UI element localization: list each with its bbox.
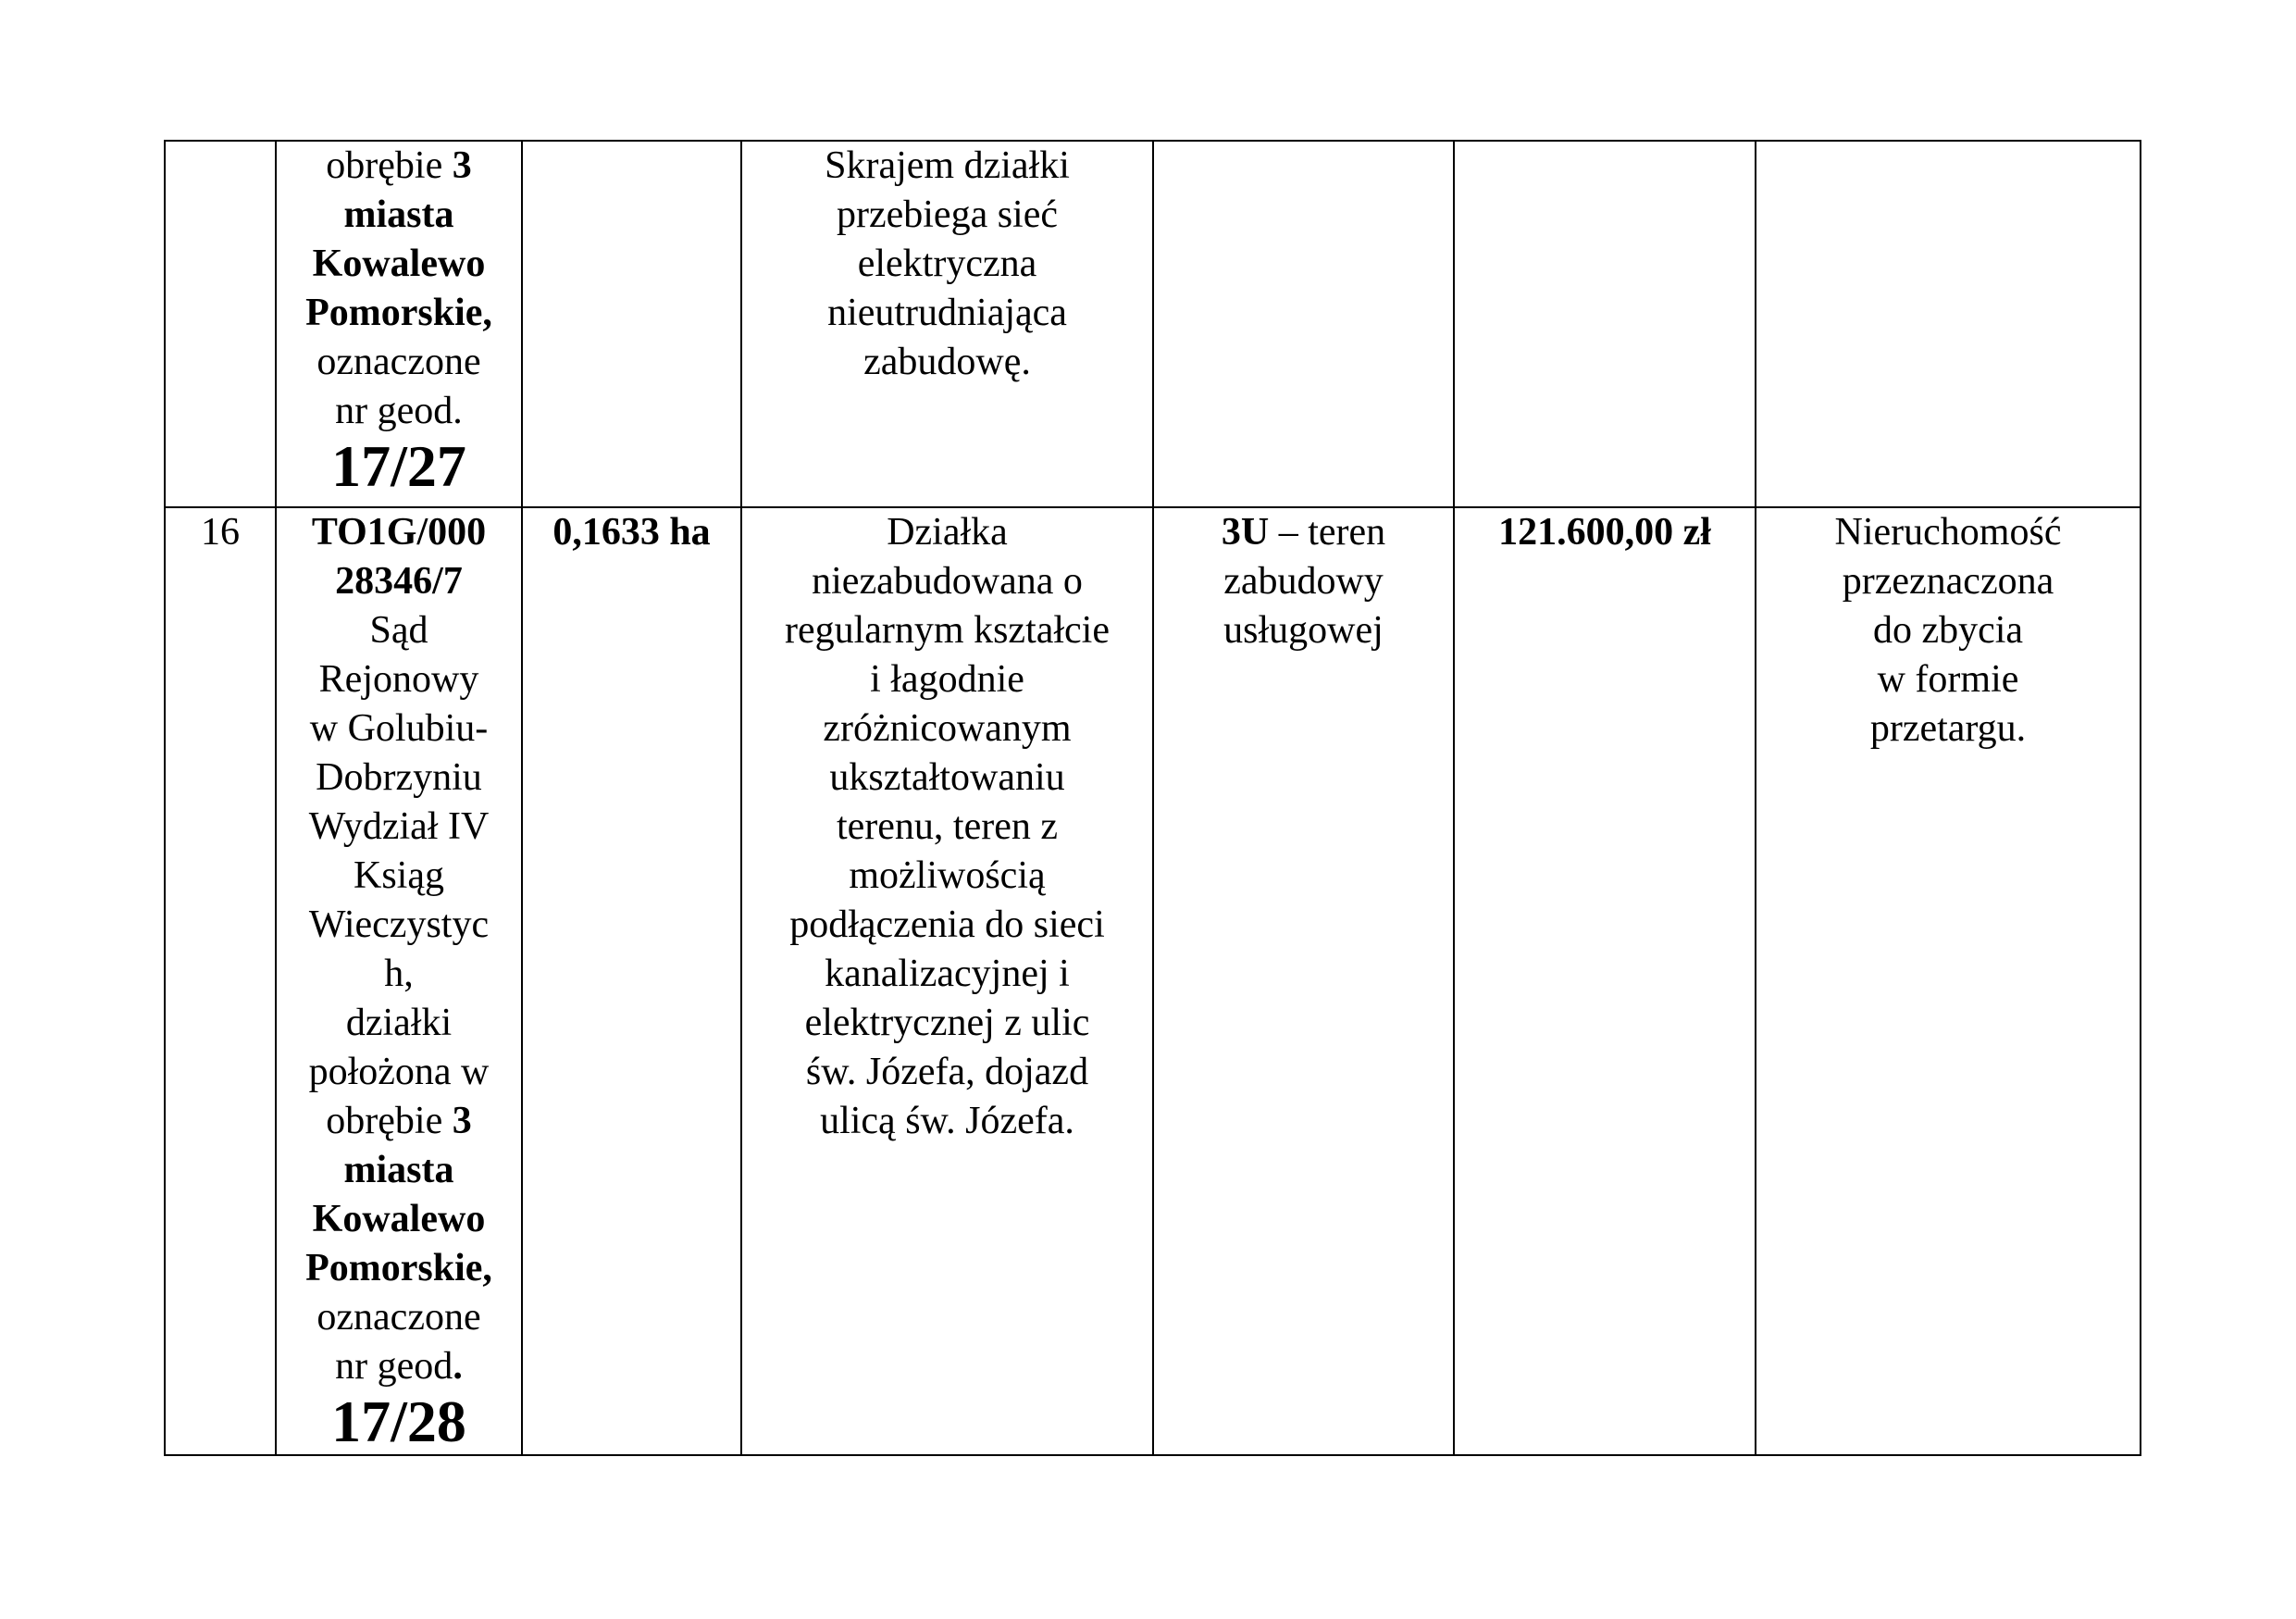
text-line: zabudowy	[1223, 560, 1384, 603]
table-row	[165, 507, 2141, 1455]
text-line: elektryczna	[857, 243, 1037, 285]
text-line: w Golubiu-	[309, 707, 489, 750]
text-line: nr geod.	[335, 390, 463, 432]
text-line: elektrycznej z ulic	[804, 1002, 1090, 1044]
text-line: obrębie 3	[326, 1100, 472, 1142]
text-line: podłączenia do sieci	[789, 903, 1105, 946]
purpose-cell	[1153, 141, 1454, 507]
text-line: Sąd	[369, 609, 428, 652]
text-line: Dobrzyniu	[316, 756, 482, 799]
notes-cell	[1756, 141, 2141, 507]
text-line: przeznaczona	[1842, 560, 2054, 603]
text-line: ulicą św. Józefa.	[820, 1100, 1074, 1142]
text-line: usługowej	[1223, 609, 1384, 652]
text-line: regularnym kształcie	[784, 609, 1110, 652]
text-line: Nieruchomość	[1834, 511, 2062, 554]
text-line: h,	[384, 953, 414, 995]
text-line: i łagodnie	[870, 658, 1024, 701]
property-table	[164, 140, 2141, 1456]
area-cell	[522, 141, 741, 507]
text-line: przetargu.	[1869, 707, 2027, 750]
text-line: oznaczone	[316, 1296, 481, 1339]
table-row	[165, 141, 2141, 507]
text-line: terenu, teren z	[836, 805, 1059, 848]
description-cell	[741, 141, 1153, 507]
text-line: św. Józefa, dojazd	[805, 1051, 1089, 1093]
text-line: Wieczystyc	[308, 903, 490, 946]
land-register-cell	[276, 507, 522, 1455]
price-cell	[1454, 141, 1756, 507]
land-register-number: TO1G/000	[311, 511, 487, 554]
text-line: nr geod.	[335, 1345, 463, 1388]
text-line: niezabudowana o	[812, 560, 1083, 603]
text-line: przebiega sieć	[836, 193, 1059, 236]
text-line: miasta	[343, 193, 454, 236]
parcel-number: 17/27	[331, 433, 466, 499]
price-cell: 121.600,00 zł	[1454, 507, 1756, 1455]
text-line: miasta	[343, 1149, 454, 1191]
text-line: działki	[345, 1002, 453, 1044]
text-line: Rejonowy	[318, 658, 479, 701]
notes-cell	[1756, 507, 2141, 1455]
text-line: kanalizacyjnej i	[825, 953, 1070, 995]
text-line: zabudowę.	[863, 341, 1031, 383]
text-line: Skrajem działki	[825, 144, 1070, 187]
parcel-number: 17/28	[331, 1389, 466, 1454]
text-line: Wydział IV	[308, 805, 490, 848]
zoning-code: 3U	[1221, 511, 1270, 554]
text-line: Ksiąg	[354, 854, 444, 897]
text-line: Kowalewo	[312, 243, 486, 285]
lp-cell	[165, 141, 276, 507]
text-line: oznaczone	[316, 341, 481, 383]
text-line: możliwością	[849, 854, 1046, 897]
text-line: Działka	[887, 511, 1008, 554]
text-line: Kowalewo	[312, 1198, 486, 1240]
text-line: nieutrudniająca	[827, 292, 1067, 334]
description-cell	[741, 507, 1153, 1455]
purpose-cell	[1153, 507, 1454, 1455]
text-line: ukształtowaniu	[829, 756, 1065, 799]
lp-cell: 16	[165, 507, 276, 1455]
text-line: zróżnicowanym	[823, 707, 1072, 750]
land-register-number: 28346/7	[335, 560, 463, 603]
text-line: 3U – teren	[1221, 511, 1386, 554]
text-line: Pomorskie,	[305, 1247, 492, 1289]
text-line: do zbycia	[1872, 609, 2024, 652]
text-line: obrębie 3	[326, 144, 472, 187]
text-line: Pomorskie,	[305, 292, 492, 334]
area-cell: 0,1633 ha	[522, 507, 741, 1455]
text-line: położona w	[308, 1051, 490, 1093]
land-register-cell	[276, 141, 522, 507]
text-line: w formie	[1877, 658, 2019, 701]
